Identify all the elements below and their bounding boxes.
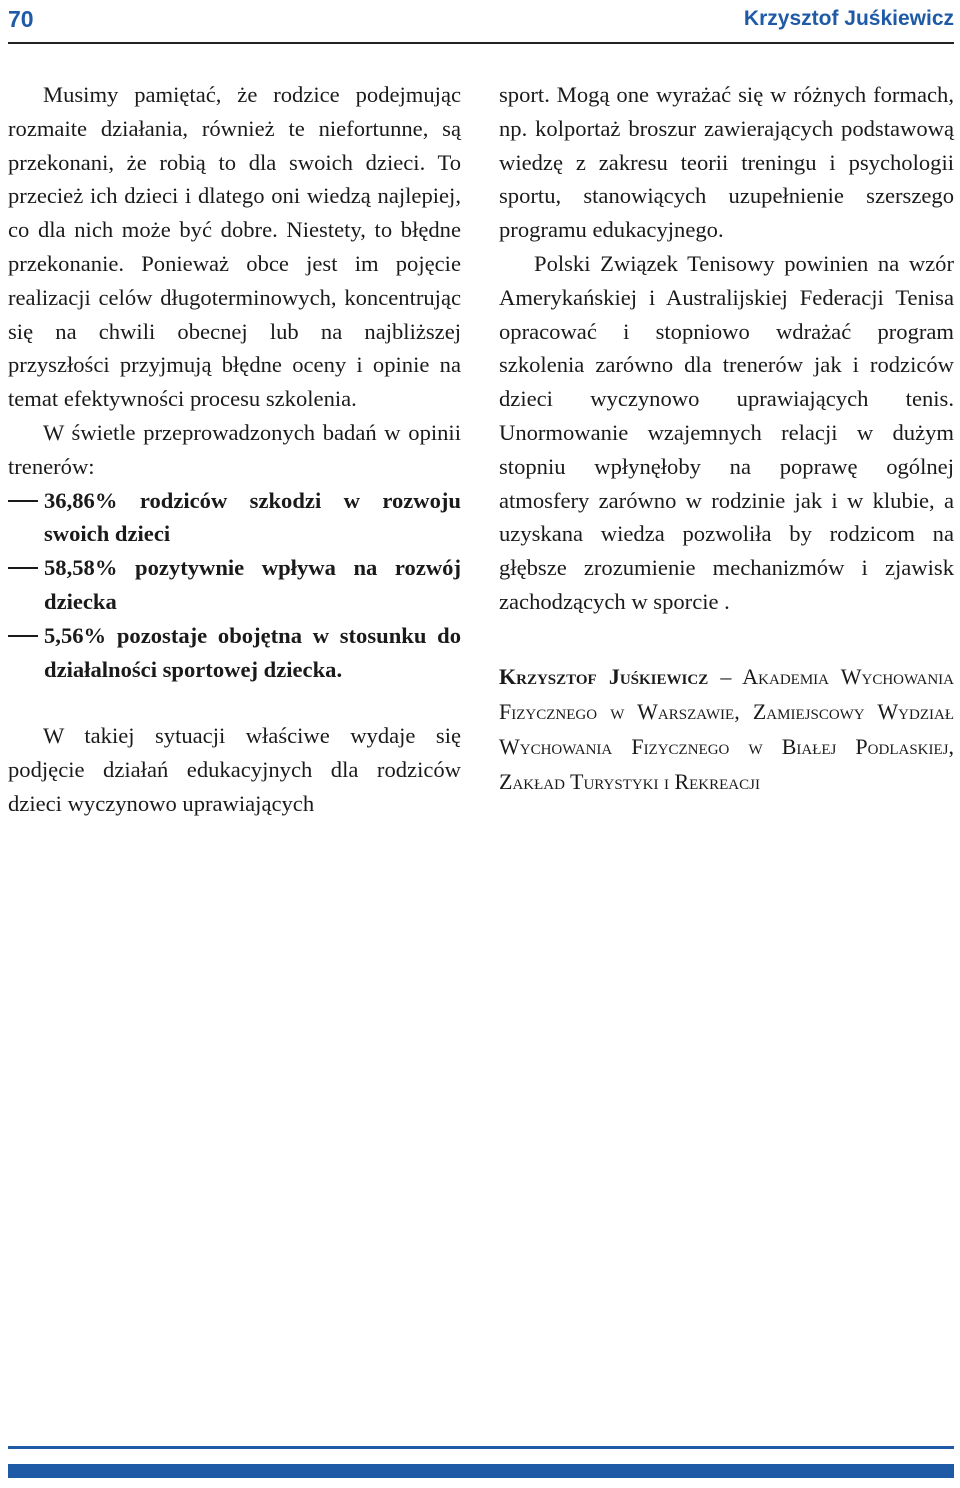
page-header [8,0,954,46]
dash-bullet [8,500,38,502]
right-paragraph-2: Polski Związek Tenisowy powinien na wzór Amerykańskiej i Australijskiej Federacji Tenisa opracować i stopniowo wdrażać program szkolenia zarówno dla trenerów jak i rodziców dzieci wyczynowo uprawiających tenis. Unormowanie wzajemnych relacji w dużym stopniu wpłynęłoby na poprawę ogólnej atmosfery zarówno w rodzinie jak i w klubie, a uzyskana wiedza pozwoliła by rodzicom na głębsze zrozumienie mechanizmów i zjawisk zachodzących w sporcie . [499,250,954,614]
left-paragraph-1: Musimy pamiętać, że rodzice podejmując rozmaite działania, również te niefortunne, są przekonani, że robią to dla swoich dzieci. To przecież ich dzieci i dlatego oni wiedzą najlepiej, co dla nich może być dobre. Niestety, to błędne przekonanie. Ponieważ obce jest im pojęcie realizacji celów długoterminowych, koncentrując się na chwili obecnej lub na najbliższej przyszłości przyjmują błędne oceny i opinie na temat efektywności procesu szkolenia. [8,82,461,412]
list-item [8,619,461,687]
list-item-text: 58,58% pozytywnie wpływa na rozwój dziecka [44,555,461,614]
footer-rule-thin [8,1446,954,1449]
footer-rule-thick [8,1464,954,1478]
list-item [8,551,461,619]
page-number: 70 [8,6,34,32]
header-rule [8,42,954,44]
dash-bullet [8,635,38,637]
left-paragraph-2: W świetle przeprowadzonych badań w opinii trenerów: [8,419,461,479]
author-note [499,659,954,799]
survey-results-list [8,484,461,687]
author-name: Krzysztof Juśkiewicz [499,663,709,689]
list-item-text: 36,86% rodziców szkodzi w rozwoju swoich dzieci [44,487,461,547]
author-affiliation: – Akademia Wychowania Fizycznego w Warszawie, Zamiejscowy Wydział Wychowania Fizycznego w Białej Podlaskiej, Zakład Turystyki i Rekreacji [499,663,954,794]
paragraph-gap [8,686,461,719]
dash-bullet [8,567,38,569]
running-head-author: Krzysztof Juśkiewicz [743,7,954,30]
left-column [8,78,461,821]
left-paragraph-3: W takiej sytuacji właściwe wydaje się podjęcie działań edukacyjnych dla rodziców dzieci wyczynowo uprawiających [8,723,461,816]
right-column [499,78,954,799]
right-paragraph-1: sport. Mogą one wyrażać się w różnych formach, np. kolportaż broszur zawierających podstawową wiedzę z zakresu teorii treningu i psychologii sportu, stanowiących uzupełnienie szerszego programu edukacyjnego. [499,82,954,243]
list-item [8,484,461,552]
list-item-text: 5,56% pozostaje obojętna w stosunku do działalności sportowej dziecka. [44,622,461,682]
